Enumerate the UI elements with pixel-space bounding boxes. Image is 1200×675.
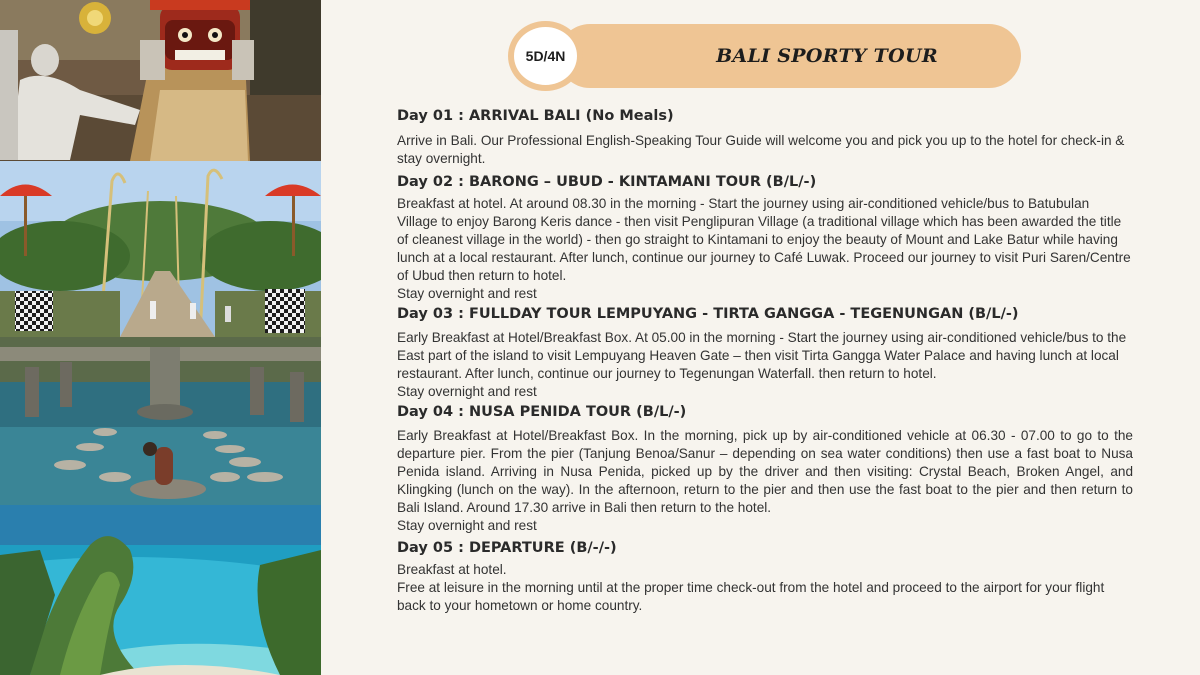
day-title: Day 04 : NUSA PENIDA TOUR (B/L/-) <box>397 404 687 420</box>
barong-dance-photo <box>0 0 321 161</box>
day-section <box>397 538 1133 615</box>
duration-badge: 5D/4N <box>514 27 577 85</box>
day-paragraph: Early Breakfast at Hotel/Breakfast Box. In the morning, pick up by air-conditioned vehicle at 06.30 - 07.00 to go to the departure pier. From the pier (Tanjung Benoa/Sanur – depending on sea water conditions) then use a fast boat to Nusa Penida island. Arriving in Nusa Penida, picked up by the driver and then visiting: Crystal Beach, Broken Angel, and Klingking (lunch on the way). In the afternoon, return to the pier and then use the fast boat to the pier and then return to Bali Island. Around 17.30 arrive in Bali then return to the hotel. <box>397 428 1133 515</box>
day-section <box>397 402 1133 535</box>
tour-header <box>508 21 1021 91</box>
day-description <box>397 561 1133 615</box>
day-title: Day 02 : BARONG – UBUD - KINTAMANI TOUR (B/L/-) <box>397 174 817 190</box>
day-paragraph: Early Breakfast at Hotel/Breakfast Box. At 05.00 in the morning - Start the journey using air-conditioned vehicle/bus to the East part of the island to visit Lempuyang Heaven Gate – then visit Tirta Gangga Water Palace and having lunch at local restaurant. After lunch, continue our journey to Tegenungan Waterfall. then return to hotel. <box>397 330 1127 381</box>
day-paragraph: Breakfast at hotel. At around 08.30 in the morning - Start the journey using air-conditioned vehicle/bus to Batubulan Village to enjoy Barong Keris dance - then visit Penglipuran Village (a traditional village which has been awarded the title of cleanest village in the world) - then go straight to Kintamani to enjoy the beauty of Mount and Lake Batur while having lunch at a local restaurant. After lunch, continue our journey to Café Luwak. Proceed our journey to visit Puri Saren/Centre of Ubud then return to hotel. <box>397 196 1131 283</box>
day-title: Day 05 : DEPARTURE (B/-/-) <box>397 540 617 556</box>
tour-title: BALI SPORTY TOUR <box>716 45 938 67</box>
day-paragraph: Arrive in Bali. Our Professional English-Speaking Tour Guide will welcome you and pick you up to the hotel for check-in & stay overnight. <box>397 133 1125 166</box>
day-paragraph: Stay overnight and rest <box>397 384 537 399</box>
day-description <box>397 427 1133 535</box>
day-section <box>397 172 1133 303</box>
duration-badge-ring <box>508 21 583 91</box>
title-banner <box>558 24 1021 88</box>
day-section <box>397 304 1133 401</box>
water-palace-photo <box>0 337 321 505</box>
day-paragraph: Stay overnight and rest <box>397 286 537 301</box>
day-title: Day 01 : ARRIVAL BALI (No Meals) <box>397 108 674 124</box>
itinerary <box>397 106 1133 616</box>
day-paragraph: Stay overnight and rest <box>397 518 537 533</box>
photo-column <box>0 0 321 675</box>
day-section <box>397 106 1133 168</box>
day-paragraph: Free at leisure in the morning until at the proper time check-out from the hotel and proceed to the airport for your flight back to your hometown or home country. <box>397 580 1105 613</box>
day-title: Day 03 : FULLDAY TOUR LEMPUYANG - TIRTA GANGGA - TEGENUNGAN (B/L/-) <box>397 306 1019 322</box>
day-description <box>397 329 1133 401</box>
day-description <box>397 132 1133 168</box>
day-paragraph: Breakfast at hotel. <box>397 562 507 577</box>
day-description <box>397 195 1133 303</box>
kelingking-beach-photo <box>0 505 321 675</box>
village-street-photo <box>0 161 321 337</box>
